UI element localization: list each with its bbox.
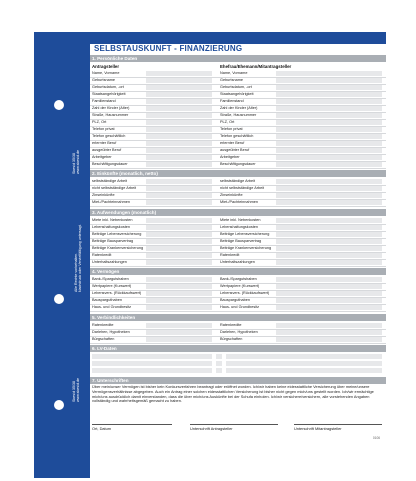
input-field-left[interactable] [146,218,212,223]
input-field-left[interactable] [146,148,212,153]
section-lv-header: 6. LV-Daten [90,345,386,352]
form-row [90,224,386,230]
lv-field[interactable] [226,361,382,366]
form-row [90,217,386,223]
signature-line-place-date[interactable] [92,424,172,425]
column-coapplicant-header: Ehefrau/Ehemann/Mitantragsteller [220,64,292,69]
input-field-left[interactable] [146,253,212,258]
input-field-left[interactable] [146,99,212,104]
form-row [90,336,386,342]
row-label-left: Telefon privat [92,127,115,131]
row-label-left: nicht selbstständige Arbeit [92,186,137,190]
form-row [90,140,386,146]
lv-field[interactable] [92,354,212,359]
top-bar [90,32,386,44]
input-field-right[interactable] [276,92,382,97]
row-label-right: Darlehen, Hypotheken [220,330,258,334]
lv-field[interactable] [216,368,222,373]
input-field-right[interactable] [276,85,382,90]
row-label-right: Telefon privat [220,127,243,131]
lv-field[interactable] [92,368,212,373]
row-label-left: Beschäftigungsdauer [92,162,128,166]
row-label-right: PLZ, Ort [220,120,235,124]
input-field-left[interactable] [146,246,212,251]
row-label-right: Familienstand [220,99,244,103]
row-divider [90,206,386,207]
row-label-right: Staatsangehörigkeit [220,92,254,96]
input-field-right[interactable] [276,127,382,132]
input-field-right[interactable] [276,284,382,289]
input-field-left[interactable] [146,323,212,328]
form-row [90,259,386,265]
row-label-left: PLZ, Ort [92,120,107,124]
form-row [90,133,386,139]
input-field-left[interactable] [146,127,212,132]
section-expenses-header: 3. Aufwendungen (monatlich) [90,209,386,216]
row-label-left: Miete inkl. Nebenkosten [92,218,133,222]
input-field-right[interactable] [276,323,382,328]
input-field-right[interactable] [276,155,382,160]
form-row [90,112,386,118]
footer-code: 0106 [372,436,380,440]
input-field-left[interactable] [146,179,212,184]
row-divider [90,343,386,344]
side-brand-top: Sbesid 35/38 www.sbesid.de [72,150,81,174]
form-row [90,322,386,328]
signature-label-applicant: Unterschrift Antragsteller [190,426,233,431]
row-label-right: Ratenkredit [220,253,240,257]
signature-line-coapplicant[interactable] [294,424,382,425]
input-field-right[interactable] [276,200,382,205]
row-label-right: Zahl der Kinder (Alter) [220,106,258,110]
input-field-right[interactable] [276,120,382,125]
form-row [90,178,386,184]
input-field-left[interactable] [146,120,212,125]
input-field-right[interactable] [276,225,382,230]
form-title: SELBSTAUSKUNFT - FINANZIERUNG [94,44,243,53]
input-field-left[interactable] [146,71,212,76]
declaration-text: Über mein/unser Vermögen ist bisher kein Konkursverfahren beantragt oder eröffnet worden. Ich/wir haben keine eidesstattliche Versicherung über meine/unsere Vermögensverhältnisse abgegeben. Auch ein Antrag einer solchen eidesstattlichen Versicherung ist bisher nicht gegen mich/uns gestellt worden. Ich/wir ermächtige mich/uns ausdrücklich damit einverstanden, dass die über mich/uns Auskünfte bei der Schufa einholen. Ich/wir versichere/versichern, alle vorstehenden Angaben vollständig und wahrheitsgemäß gemacht zu haben. [92,384,374,404]
signature-label-place-date: Ort, Datum [92,426,112,431]
row-label-left: Bausparguthaben [92,298,122,302]
row-label-left: selbstständige Arbeit [92,179,128,183]
lv-field[interactable] [226,368,382,373]
side-brand-bottom: Sbesid 35/38 www.sbesid.de [72,378,81,402]
section-signatures-header: 7. Unterschriften [90,377,386,384]
row-label-right: Telefon geschäftlich [220,134,254,138]
input-field-right[interactable] [276,305,382,310]
form-row [90,329,386,335]
row-label-right: Geburtsdatum, -ort [220,85,252,89]
form-row [90,105,386,111]
row-label-right: Bausparguthaben [220,298,250,302]
row-label-right: Straße, Hausnummer [220,113,257,117]
input-field-left[interactable] [146,239,212,244]
input-field-left[interactable] [146,141,212,146]
input-field-left[interactable] [146,78,212,83]
lv-field[interactable] [92,361,212,366]
row-label-right: Bürgschaften [220,337,243,341]
punch-hole [54,100,64,110]
input-field-right[interactable] [276,330,382,335]
input-field-left[interactable] [146,106,212,111]
input-field-left[interactable] [146,186,212,191]
row-label-right: Unterhaltszahlungen [220,260,255,264]
row-label-left: Haus- und Grundbesitz [92,305,132,309]
input-field-right[interactable] [276,298,382,303]
input-field-right[interactable] [276,218,382,223]
form-row [90,154,386,160]
form-row [90,276,386,282]
form-row [90,70,386,76]
row-label-left: Bank-/Spargutshaben [92,277,129,281]
input-field-left[interactable] [146,113,212,118]
form-row [90,192,386,198]
row-label-right: Bank-/Spargutshaben [220,277,257,281]
form-row [90,199,386,205]
input-field-right[interactable] [276,179,382,184]
input-field-right[interactable] [276,106,382,111]
form-row [90,77,386,83]
input-field-right[interactable] [276,113,382,118]
input-field-left[interactable] [146,225,212,230]
row-label-left: Arbeitgeber [92,155,112,159]
section-personal-header: 1. Persönliche Daten [90,55,386,62]
input-field-left[interactable] [146,260,212,265]
row-divider [90,311,386,312]
form-row [90,304,386,310]
side-note: Alle Rechte vorbehalten. Nachdruck oder Vervielfältigung untersagt. [74,224,83,292]
input-field-left[interactable] [146,200,212,205]
input-field-right[interactable] [276,246,382,251]
row-label-left: Name, Vorname [92,71,120,75]
row-label-left: Darlehen, Hypotheken [92,330,130,334]
row-label-right: ausgeübter Beruf [220,148,250,152]
side-strip [34,32,90,478]
input-field-left[interactable] [146,337,212,342]
form-row [90,98,386,104]
input-field-right[interactable] [276,253,382,258]
punch-hole [54,400,64,410]
form-row [90,91,386,97]
signature-line-applicant[interactable] [190,424,278,425]
row-label-left: Wertpapiere (Kurswert) [92,284,132,288]
input-field-left[interactable] [146,305,212,310]
lv-field[interactable] [226,354,382,359]
form-row [90,238,386,244]
input-field-right[interactable] [276,162,382,167]
input-field-right[interactable] [276,337,382,342]
form-content [90,32,386,478]
row-label-right: erlernter Beruf [220,141,245,145]
row-label-right: Ratenkredite [220,323,242,327]
input-field-left[interactable] [146,284,212,289]
input-field-right[interactable] [276,148,382,153]
row-label-right: Miet-/Pachteinnahmen [220,200,258,204]
row-label-left: Ratenkredite [92,323,114,327]
row-label-right: Name, Vorname [220,71,248,75]
row-label-left: Zahl der Kinder (Alter) [92,106,130,110]
row-label-right: Beiträge Lebensversicherung [220,232,270,236]
row-label-right: Beschäftigungsdauer [220,162,256,166]
row-label-left: Staatsangehörigkeit [92,92,126,96]
row-label-left: Geburtsname [92,78,116,82]
row-label-left: Unterhaltszahlungen [92,260,127,264]
lv-field[interactable] [216,361,222,366]
input-field-right[interactable] [276,260,382,265]
row-label-right: Geburtsname [220,78,244,82]
row-label-left: Telefon geschäftlich [92,134,126,138]
input-field-right[interactable] [276,193,382,198]
row-label-right: Wertpapiere (Kurswert) [220,284,260,288]
row-label-left: Straße, Hausnummer [92,113,129,117]
column-applicant-header: Antragsteller [92,64,120,69]
form-row [90,147,386,153]
section-income-header: 2. Einkünfte (monatlich, netto) [90,170,386,177]
row-label-left: Geburtsdatum, -ort [92,85,124,89]
form-row [90,185,386,191]
form-row [90,290,386,296]
input-field-right[interactable] [276,99,382,104]
input-field-right[interactable] [276,71,382,76]
row-label-left: erlernter Beruf [92,141,117,145]
form-row [90,283,386,289]
row-label-left: Bürgschaften [92,337,115,341]
input-field-right[interactable] [276,277,382,282]
row-label-right: Arbeitgeber [220,155,240,159]
row-label-left: Lebensvers. (Rückkaufswert) [92,291,142,295]
input-field-left[interactable] [146,232,212,237]
row-label-right: Beiträge Bausparvertrag [220,239,262,243]
row-label-right: nicht selbstständige Arbeit [220,186,265,190]
input-field-right[interactable] [276,78,382,83]
input-field-left[interactable] [146,291,212,296]
signature-label-coapplicant: Unterschrift Mitantragsteller [294,426,342,431]
input-field-left[interactable] [146,92,212,97]
form-row [90,126,386,132]
input-field-right[interactable] [276,186,382,191]
input-field-left[interactable] [146,162,212,167]
form-row [90,161,386,167]
row-label-left: Familienstand [92,99,116,103]
input-field-right[interactable] [276,141,382,146]
input-field-left[interactable] [146,298,212,303]
row-label-left: Zinseinkünfte [92,193,115,197]
row-label-right: Lebenshaltungskosten [220,225,258,229]
punch-hole [54,294,64,304]
row-label-right: Zinseinkünfte [220,193,243,197]
input-field-right[interactable] [276,291,382,296]
row-label-right: Haus- und Grundbesitz [220,305,260,309]
section-assets-header: 4. Vermögen [90,268,386,275]
form-row [90,119,386,125]
form-row [90,252,386,258]
row-label-right: selbstständige Arbeit [220,179,256,183]
row-label-left: Beiträge Lebensversicherung [92,232,142,236]
row-label-left: ausgeübter Beruf [92,148,122,152]
row-label-right: Miete inkl. Nebenkosten [220,218,261,222]
row-label-right: Beiträge Krankenversicherung [220,246,272,250]
input-field-right[interactable] [276,232,382,237]
row-label-left: Beiträge Krankenversicherung [92,246,144,250]
input-field-right[interactable] [276,239,382,244]
input-field-right[interactable] [276,134,382,139]
input-field-left[interactable] [146,85,212,90]
input-field-left[interactable] [146,277,212,282]
input-field-left[interactable] [146,330,212,335]
input-field-left[interactable] [146,155,212,160]
form-row [90,297,386,303]
row-label-right: Lebensvers. (Rückkaufswert) [220,291,270,295]
form-row [90,84,386,90]
form-row [90,245,386,251]
lv-field[interactable] [216,354,222,359]
row-label-left: Lebenshaltungskosten [92,225,130,229]
row-label-left: Beiträge Bausparvertrag [92,239,134,243]
input-field-left[interactable] [146,193,212,198]
section-liabilities-header: 5. Verbindlichkeiten [90,314,386,321]
row-label-left: Miet-/Pachteinnahmen [92,200,130,204]
form-sheet [34,32,380,478]
row-divider [90,266,386,267]
form-row [90,231,386,237]
row-divider [90,168,386,169]
input-field-left[interactable] [146,134,212,139]
row-label-left: Ratenkredit [92,253,112,257]
